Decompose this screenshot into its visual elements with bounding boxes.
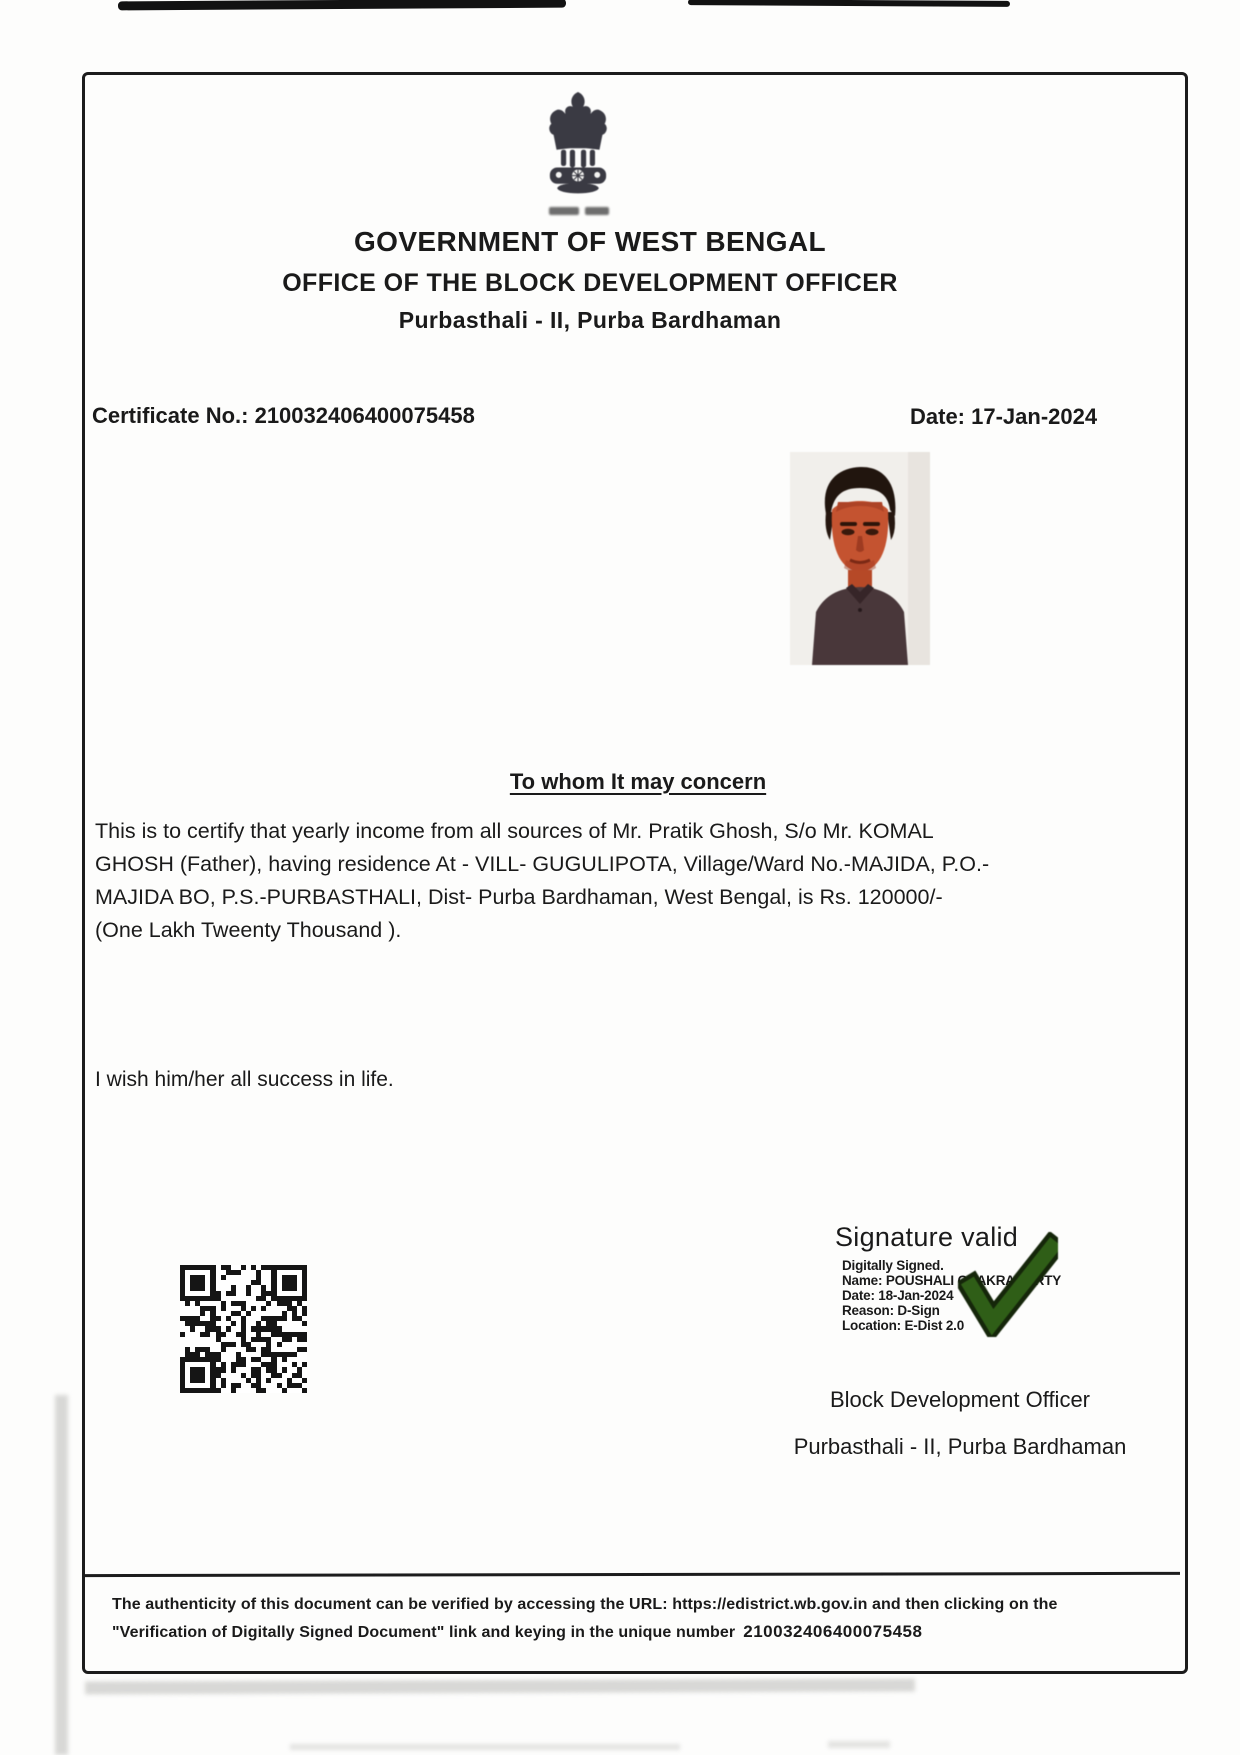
officer-office: Purbasthali - II, Purba Bardhaman xyxy=(793,1434,1127,1459)
footer-verification-text xyxy=(112,1591,1170,1646)
salutation-line: To whom It may concern xyxy=(509,769,767,794)
signature-digitally-signed: Digitally Signed. xyxy=(842,1258,944,1273)
scan-smudge-bottom-faint xyxy=(290,1744,680,1750)
body-line: (One Lakh Tweenty Thousand ). xyxy=(95,918,402,942)
header-office: OFFICE OF THE BLOCK DEVELOPMENT OFFICER xyxy=(282,269,898,297)
body-line: MAJIDA BO, P.S.-PURBASTHALI, Dist- Purba Bardhaman, West Bengal, is Rs. 120000/- xyxy=(95,885,943,909)
body-line: GHOSH (Father), having residence At - VILL- GUGULIPOTA, Village/Ward No.-MAJIDA, P.O.- xyxy=(95,852,990,876)
signature-name: Name: POUSHALI CHAKRABORTY xyxy=(842,1273,1062,1288)
wish-line: I wish him/her all success in life. xyxy=(95,1068,394,1091)
body-line: This is to certify that yearly income from all sources of Mr. Pratik Ghosh, S/o Mr. KOMAL xyxy=(95,819,934,843)
scan-artifact-top-left xyxy=(118,0,566,10)
signature-valid-status: Signature valid xyxy=(835,1222,1019,1252)
signature-reason: Reason: D-Sign xyxy=(842,1303,940,1318)
emblem-motto xyxy=(546,207,612,216)
scan-smudge-bottom-faint-2 xyxy=(828,1741,890,1748)
footer-line-2-text: "Verification of Digitally Signed Document" link and keying in the unique number xyxy=(112,1624,736,1641)
footer-line-2 xyxy=(112,1618,1170,1646)
scan-smudge-bottom xyxy=(85,1679,915,1695)
signature-valid-check-icon xyxy=(958,1232,1058,1337)
header-government: GOVERNMENT OF WEST BENGAL xyxy=(354,226,826,257)
scan-smudge-left-edge xyxy=(55,1395,68,1755)
certificate-number: Certificate No.: 210032406400075458 xyxy=(92,403,475,428)
signature-date: Date: 18-Jan-2024 xyxy=(842,1288,954,1303)
scan-artifact-top-right xyxy=(688,0,1010,7)
applicant-photo xyxy=(790,452,930,665)
footer-line-1: The authenticity of this document can be verified by accessing the URL: https://edistrict.wb.gov.in and then clicking on the xyxy=(112,1596,1058,1613)
body-paragraph xyxy=(95,815,1165,947)
footer-unique-number: 210032406400075458 xyxy=(743,1622,923,1641)
header-location: Purbasthali - II, Purba Bardhaman xyxy=(398,307,782,333)
officer-title: Block Development Officer xyxy=(829,1387,1091,1412)
qr-code xyxy=(180,1265,307,1393)
national-emblem-icon xyxy=(541,88,615,204)
signature-location: Location: E-Dist 2.0 xyxy=(842,1318,965,1333)
certificate-date: Date: 17-Jan-2024 xyxy=(910,404,1098,429)
